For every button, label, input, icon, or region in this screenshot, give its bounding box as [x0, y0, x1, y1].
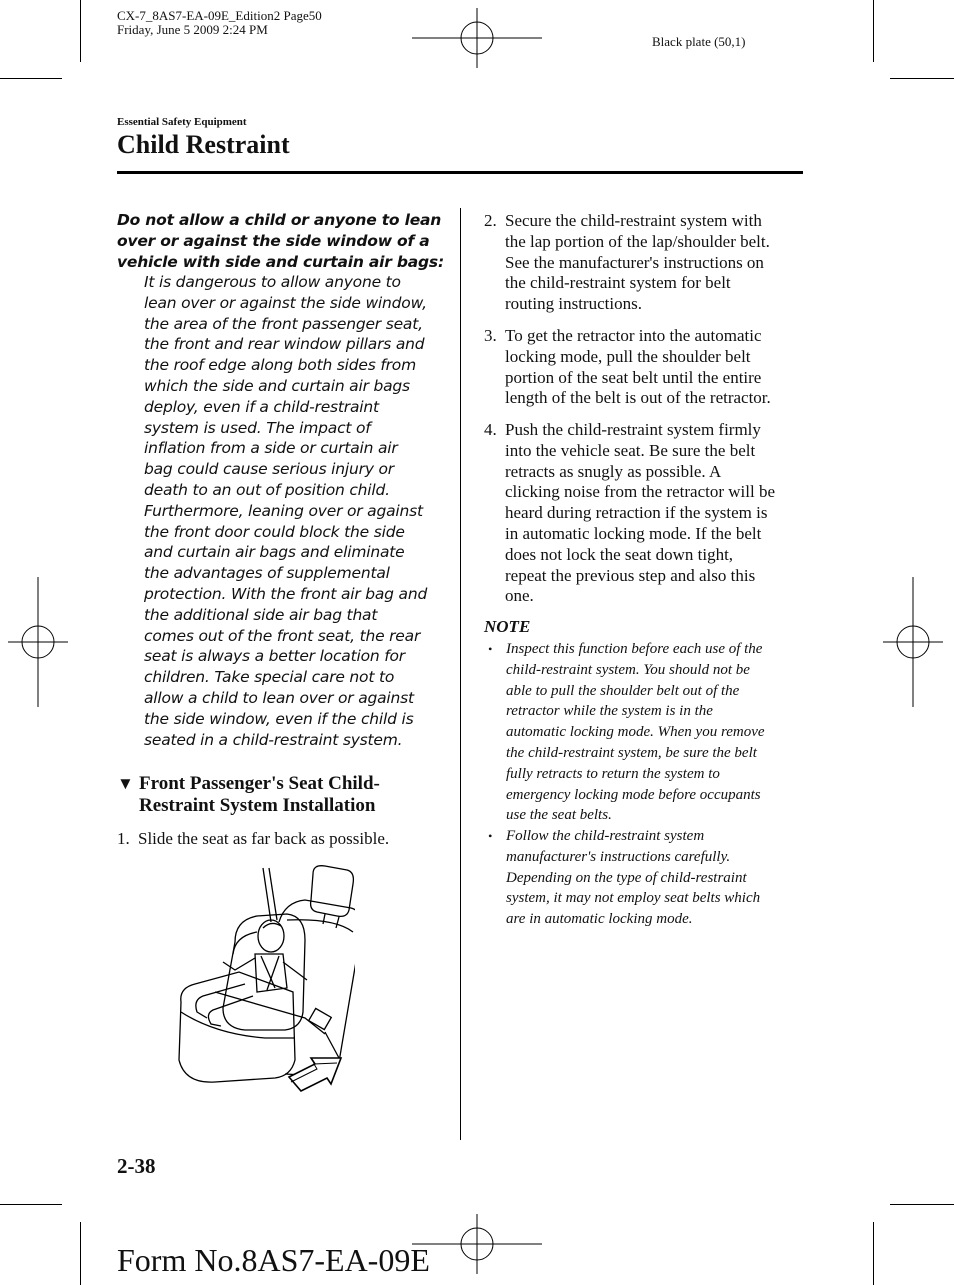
crop-mark: [890, 1204, 954, 1205]
page-number: 2-38: [117, 1154, 156, 1178]
title-rule: [117, 171, 803, 174]
note-label: NOTE: [484, 617, 531, 636]
step-item: [484, 326, 804, 411]
crop-mark: [80, 1222, 81, 1285]
bullet-icon: •: [488, 829, 493, 843]
step-item: [117, 829, 457, 851]
section-label: Essential Safety Equipment: [117, 116, 247, 128]
crop-mark: [873, 0, 874, 62]
form-number: Form No.8AS7-EA-09E: [117, 1242, 430, 1278]
step-text: Secure the child-restraint system with the lap portion of the lap/shoulder belt. See the manufacturer's instructions on the child-restraint system for belt routing instructions.: [505, 211, 770, 314]
column-divider: [460, 208, 461, 1140]
crop-mark: [873, 1222, 874, 1285]
warning-body: It is dangerous to allow anyone to lean over or against the side window, the area of the front passenger seat, the front and rear window pillars and the roof edge along both sides from which the side and curtain air bags deploy, even if a child-restraint system is used. The impact of inflation from a side or curtain air bag could cause serious injury or death to an out of position child. Furthermore, leaning over or against the front door could block the side and curtain air bags and eliminate the advantages of supplemental protection. With the front air bag and the additional side air bag that comes out of the front seat, the rear seat is always a better location for children. Take special care not to allow a child to lean over or against the side window, even if the child is seated in a child-restraint system.: [144, 273, 428, 749]
step-text: Push the child-restraint system firmly into the vehicle seat. Be sure the belt retracts as snugly as possible. A clicking noise from the retractor will be heard during retraction if the system is in automatic locking mode. If the belt does not lock the seat down tight, repeat the previous step and also this one.: [505, 420, 776, 606]
bullet-icon: •: [488, 642, 493, 656]
crop-mark: [890, 78, 954, 79]
step-number: 3.: [484, 326, 497, 345]
print-file-info: CX-7_8AS7-EA-09E_Edition2 Page50: [117, 8, 322, 23]
step-text: To get the retractor into the automatic locking mode, pull the shoulder belt portion of the seat belt until the entire length of the belt is out of the retractor.: [505, 326, 771, 408]
registration-mark-left: [8, 577, 68, 707]
warning-heading: Do not allow a child or anyone to lean over or against the side window of a vehicle with side and curtain air bags:: [117, 211, 444, 271]
registration-mark-right: [883, 577, 943, 707]
crop-mark: [0, 1204, 62, 1205]
step-text: Slide the seat as far back as possible.: [138, 829, 390, 848]
triangle-marker-icon: ▼: [117, 774, 134, 793]
step-number: 1.: [117, 829, 130, 848]
crop-mark: [0, 78, 62, 79]
page-title: Child Restraint: [117, 130, 290, 159]
child-seat-illustration: [175, 862, 355, 1097]
step-number: 4.: [484, 420, 497, 439]
registration-mark-bottom: [412, 1214, 542, 1274]
print-timestamp: Friday, June 5 2009 2:24 PM: [117, 22, 268, 37]
step-item: [484, 211, 804, 317]
registration-mark-top: [412, 8, 542, 68]
crop-mark: [80, 0, 81, 62]
plate-label: Black plate (50,1): [652, 34, 746, 49]
step-number: 2.: [484, 211, 497, 230]
step-item: [484, 420, 804, 610]
